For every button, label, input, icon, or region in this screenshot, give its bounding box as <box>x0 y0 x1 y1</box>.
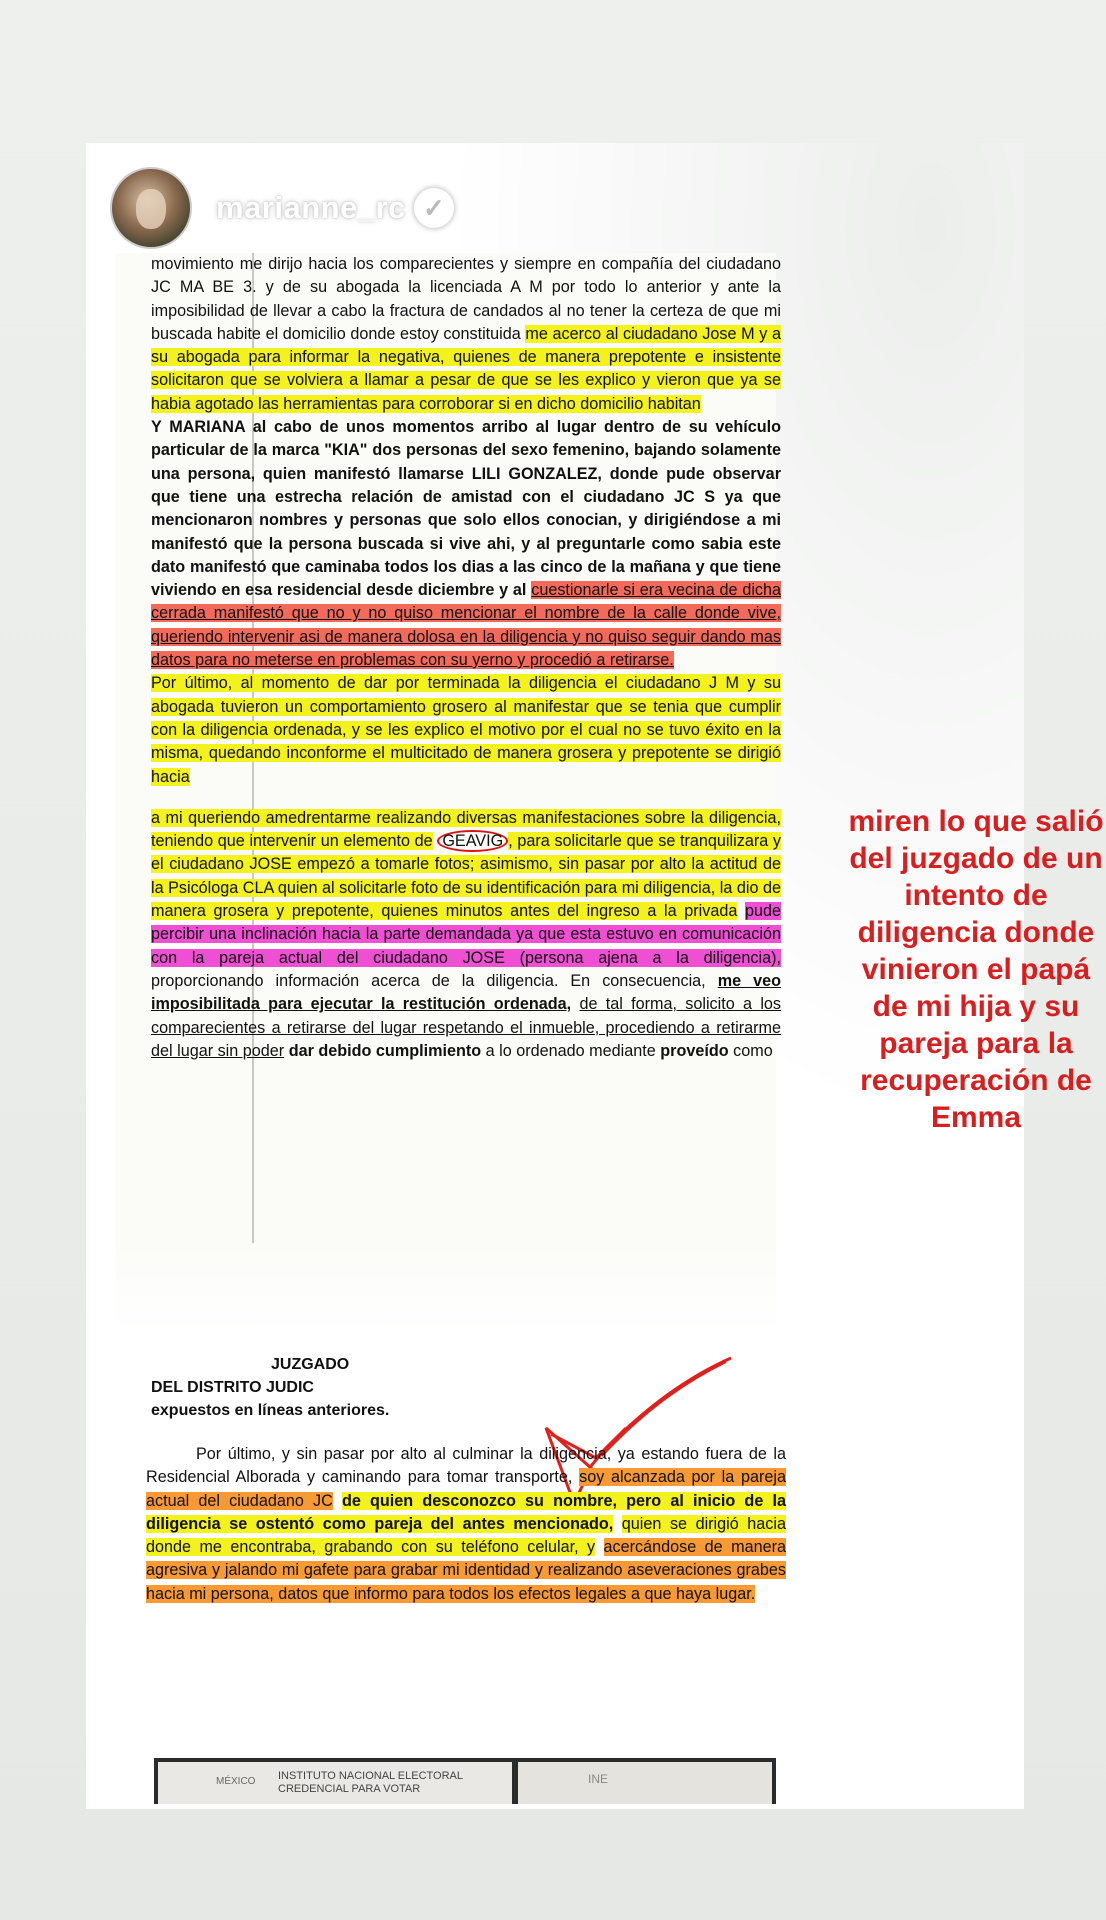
id-card-institution: INSTITUTO NACIONAL ELECTORAL <box>278 1770 464 1782</box>
doc-underlined-bold: me veo imposibilitada para ejecutar la restitución ordenada, <box>151 971 781 1014</box>
id-card-front <box>158 1762 512 1804</box>
doc-bold: proveído <box>660 1041 729 1060</box>
id-card-logo-text: INE <box>588 1772 609 1786</box>
doc-fragment-line: expuestos en líneas anteriores. <box>151 1402 390 1419</box>
doc-bold: dar debido cumplimiento <box>288 1041 482 1060</box>
doc-highlight-yellow: , para solicitarle que se tranquilizara y el ciudadano JOSE empezó a tomarle fotos; asimismo, sin pasar por alto la actitud de la Psicóloga CLA quien al solicitarle foto de su identificación para mi diligencia, la dio de manera grosera y prepotente, quienes minutos antes del ingreso a la privada <box>151 832 781 921</box>
document-section-2 <box>146 1443 786 1606</box>
doc-fragment-line: JUZGADO <box>271 1356 350 1373</box>
doc-text-run: Y MARIANA al cabo de unos momentos arribo al lugar dentro de su vehículo particular de la marca "KIA" dos personas del sexo femenino, bajando solamente una persona, quien manifestó llamarse LILI GONZALEZ, donde pude observar que tiene una estrecha relación de amistad con el ciudadano JC S ya que mencionaron nombres y personas que solo ellos conocian, y dirigiéndose a mi manifestó que la persona buscada si vive ahi, y al preguntarle como sabia este dato manifestó que caminaba todos los dias a las cinco de la mañana y que tiene viviendo en esa residencial desde diciembre y al <box>151 418 781 600</box>
doc-paragraph-1 <box>151 253 781 416</box>
doc-highlight-yellow: de quien desconozco su nombre, pero al inicio de la diligencia se ostentó como pareja del antes mencionado, <box>146 1491 786 1533</box>
doc-highlight-yellow: me acerco al ciudadano Jose M y a su abogada para informar la negativa, quienes de manera prepotente e insistente solicitaron que se volviera a llamar a pesar de que se les explico y vieron que ya se habia agotado las herramientas para corroborar si en dicho domicilio habitan <box>151 324 781 413</box>
doc-highlight-red: cuestionarle si era vecina de dicha cerrada manifestó que no y no quiso mencionar el nombre de la calle donde vive, queriendo intervenir asi de manera dolosa en la diligencia y no quiso seguir dando mas datos para no meterse en problemas con su yerno y procedió a retirarse. <box>151 581 782 670</box>
avatar[interactable] <box>110 167 192 249</box>
doc-highlight-yellow: Por último, al momento de dar por terminada la diligencia el ciudadano J M y su abogada tuvieron un comportamiento grosero al manifestar que se tenia que cumplir con la diligencia ordenada, y se les explico el motivo por el cual no se tuvo éxito en la misma, quedando inconforme el multicitado de manera grosera y prepotente se dirigió hacia <box>151 674 781 786</box>
doc-text-run: a lo ordenado mediante <box>485 1041 656 1060</box>
story-caption: miren lo que salió del juzgado de un intento de diligencia donde vinieron el papá de mi hija y su pareja para la recuperación de Emma <box>848 805 1104 1134</box>
doc-fragment-line: DEL DISTRITO JUDIC <box>151 1379 314 1396</box>
doc-highlight-orange: acercándose de manera agresiva y jalando mi gafete para grabar mi identidad y realizando aseveraciones grabes hacia mi persona, datos que informo para todos los efectos legales a que haya lugar. <box>146 1538 787 1603</box>
document-text <box>151 253 781 1063</box>
id-card-back <box>518 1762 772 1804</box>
document-photo <box>116 253 787 1795</box>
id-card-country: MÉXICO <box>216 1776 256 1787</box>
doc-paragraph-4 <box>151 807 781 1063</box>
doc-text-run: movimiento me dirijo hacia los comparecientes y siempre en compañía del ciudadano JC MA BE 3. y de su abogada la licenciada A M por todo lo anterior y ante la imposibilidad de llevar a cabo la fractura de candados al no tener la certeza de que mi buscada habite el domicilio donde estoy constituida <box>151 255 781 343</box>
doc-highlight-pink: pude percibir una inclinación hacia la parte demandada ya que esta estuvo en comunicación con la pareja actual del ciudadano JOSE (persona ajena a la diligencia), <box>151 902 781 967</box>
username[interactable]: marianne_rc <box>216 190 406 225</box>
verified-badge-icon: ✓ <box>414 188 454 228</box>
doc-text-run: como <box>733 1041 773 1060</box>
doc-paragraph-2 <box>151 416 781 672</box>
doc-paragraph-3 <box>151 672 781 788</box>
id-card-image <box>154 1758 776 1804</box>
doc-text-run: proporcionando información acerca de la diligencia. En consecuencia, <box>151 971 706 990</box>
torn-edge <box>116 1243 776 1333</box>
doc-paragraph-5 <box>146 1443 786 1606</box>
doc-highlight-orange: soy alcanzada por la pareja actual del ciudadano JC <box>146 1468 786 1510</box>
story-header <box>110 165 454 251</box>
story-card <box>86 143 1104 1809</box>
doc-underlined: de tal forma, solicito a los comparecientes a retirarse del lugar respetando el inmueble, procediendo a retirarme del lugar sin poder <box>151 995 782 1060</box>
circled-word: GEAVIG <box>437 830 508 852</box>
doc-text-run: Por último, y sin pasar por alto al culminar la diligencia, ya estando fuera de la Residencial Alborada y caminando para tomar transporte, <box>146 1445 786 1487</box>
doc-highlight-yellow: a mi queriendo amedrentarme realizando diversas manifestaciones sobre la diligencia, teniendo que intervenir un elemento de <box>151 808 781 851</box>
doc-highlight-yellow: quien se dirigió hacia donde me encontraba, grabando con su teléfono celular, y <box>146 1514 786 1557</box>
id-card-text <box>278 1770 463 1796</box>
id-card-type: CREDENCIAL PARA VOTAR <box>278 1783 421 1795</box>
